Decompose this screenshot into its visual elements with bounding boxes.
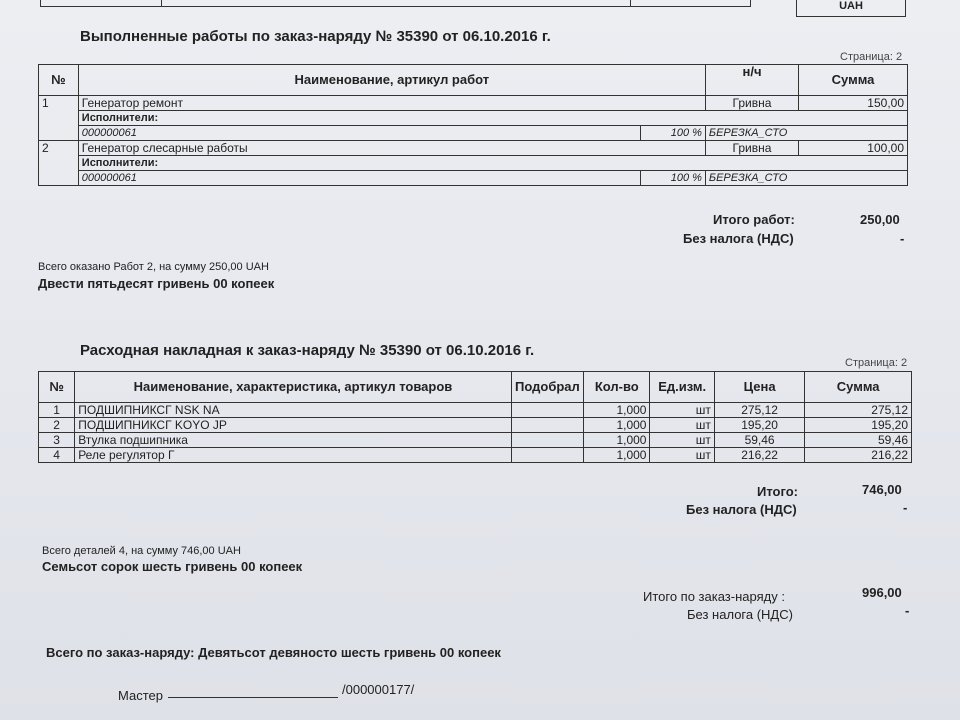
row-no: 2	[39, 418, 75, 433]
order-tax-value: -	[905, 603, 910, 618]
executor-row	[39, 171, 908, 186]
row-price: 59,46	[714, 433, 805, 448]
row-no: 1	[39, 96, 79, 141]
row-unit: Гривна	[705, 96, 798, 111]
table-row	[39, 448, 912, 463]
prev-table-stub	[630, 0, 751, 7]
order-tax-label: Без налога (НДС)	[687, 607, 793, 622]
col-sum: Сумма	[805, 372, 912, 403]
row-price: 195,20	[714, 418, 805, 433]
row-sum: 150,00	[799, 96, 908, 111]
row-qty: 1,000	[584, 418, 650, 433]
col-price: Цена	[714, 372, 805, 403]
row-sum: 59,46	[805, 433, 912, 448]
col-picked: Подобрал	[511, 372, 583, 403]
signature-line	[168, 683, 338, 698]
executor-percent: 100 %	[641, 171, 706, 186]
currency-cell: UAH	[796, 0, 906, 17]
prev-table-stub	[40, 0, 162, 7]
col-qty: Кол-во	[584, 372, 650, 403]
order-total-label: Итого по заказ-наряду :	[643, 589, 785, 604]
row-price: 275,12	[714, 403, 805, 418]
executors-label: Исполнители:	[78, 111, 907, 126]
row-picked	[511, 448, 583, 463]
invoice-tax-label: Без налога (НДС)	[686, 502, 797, 517]
invoice-table	[38, 371, 912, 463]
row-unit: шт	[650, 418, 714, 433]
executors-row	[39, 156, 908, 171]
row-price: 216,22	[714, 448, 805, 463]
invoice-words: Семьсот сорок шесть гривень 00 копеек	[42, 559, 303, 574]
row-qty: 1,000	[584, 403, 650, 418]
works-total-value: 250,00	[860, 212, 900, 227]
row-name: ПОДШИПНИКСГ NSK NA	[75, 403, 512, 418]
row-name: ПОДШИПНИКСГ KOYO JP	[75, 418, 512, 433]
order-total-words: Всего по заказ-наряду: Девятьсот девяносто шесть гривень 00 копеек	[46, 645, 501, 660]
table-row	[39, 96, 908, 111]
row-unit: Гривна	[705, 141, 798, 156]
col-nh: н/ч	[705, 65, 798, 96]
prev-table-stub	[160, 0, 631, 7]
row-sum: 216,22	[805, 448, 912, 463]
signature-code: /000000177/	[342, 682, 415, 697]
executor-row	[39, 126, 908, 141]
works-total-label: Итого работ:	[713, 212, 795, 227]
works-summary: Всего оказано Работ 2, на сумму 250,00 UAH	[38, 261, 269, 273]
row-unit: шт	[650, 448, 714, 463]
executor-name: БЕРЕЗКА_СТО	[705, 126, 907, 141]
row-unit: шт	[650, 403, 714, 418]
signature-label: Мастер	[118, 688, 163, 703]
row-name: Генератор ремонт	[78, 96, 705, 111]
col-sum: Сумма	[799, 65, 908, 96]
invoice-total-value: 746,00	[862, 482, 902, 497]
executors-row	[39, 111, 908, 126]
row-name: Генератор слесарные работы	[78, 141, 705, 156]
invoice-header-row	[39, 372, 912, 403]
row-picked	[511, 403, 583, 418]
executor-code: 000000061	[78, 171, 640, 186]
executor-name: БЕРЕЗКА_СТО	[705, 171, 907, 186]
table-row	[39, 403, 912, 418]
table-row	[39, 433, 912, 448]
row-no: 3	[39, 433, 75, 448]
row-name: Втулка подшипника	[75, 433, 512, 448]
works-title: Выполненные работы по заказ-наряду № 35390 от 06.10.2016 г.	[80, 28, 551, 45]
row-picked	[511, 433, 583, 448]
order-total-value: 996,00	[862, 585, 902, 600]
row-no: 4	[39, 448, 75, 463]
invoice-tax-value: -	[903, 500, 908, 515]
table-row	[39, 418, 912, 433]
row-no: 2	[39, 141, 79, 186]
row-no: 1	[39, 403, 75, 418]
table-row	[39, 141, 908, 156]
works-header-row	[39, 65, 908, 96]
invoice-title: Расходная накладная к заказ-наряду № 35390 от 06.10.2016 г.	[80, 342, 535, 359]
works-table	[38, 64, 908, 186]
row-qty: 1,000	[584, 433, 650, 448]
works-tax-value: -	[900, 231, 905, 246]
works-words: Двести пятьдесят гривень 00 копеек	[38, 276, 275, 291]
col-no: №	[39, 372, 75, 403]
executor-percent: 100 %	[641, 126, 706, 141]
row-picked	[511, 418, 583, 433]
row-name: Реле регулятор Г	[75, 448, 512, 463]
works-page-number: Страница: 2	[840, 51, 903, 63]
works-tax-label: Без налога (НДС)	[683, 231, 794, 246]
invoice-summary: Всего деталей 4, на сумму 746,00 UAH	[42, 545, 241, 557]
row-sum: 195,20	[805, 418, 912, 433]
row-sum: 100,00	[799, 141, 908, 156]
invoice-page-number: Страница: 2	[845, 357, 908, 369]
invoice-total-label: Итого:	[757, 484, 798, 499]
row-qty: 1,000	[584, 448, 650, 463]
col-name: Наименование, характеристика, артикул товаров	[75, 372, 512, 403]
col-unit: Ед.изм.	[650, 372, 714, 403]
col-name: Наименование, артикул работ	[78, 65, 705, 96]
row-unit: шт	[650, 433, 714, 448]
executor-code: 000000061	[78, 126, 640, 141]
row-sum: 275,12	[805, 403, 912, 418]
col-no: №	[39, 65, 79, 96]
executors-label: Исполнители:	[78, 156, 907, 171]
